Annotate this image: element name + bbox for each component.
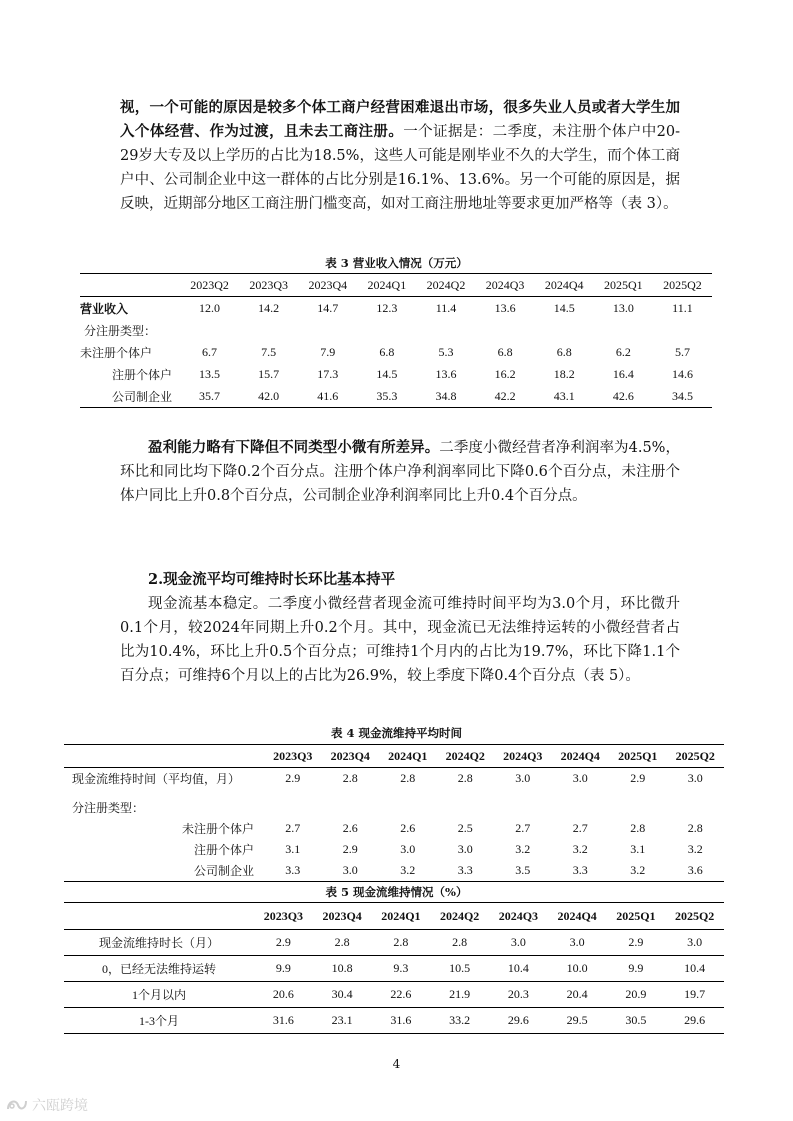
table5-cell: 9.9: [254, 956, 313, 982]
table5-cell: 9.3: [372, 956, 431, 982]
paragraph-reasons-text: 一个证据是：二季度，未注册个体户中20-29岁大专及以上学历的占比为18.5%，这些人可能是刚毕业不久的大学生，而个体工商户中、公司制企业中这一群体的占比分别是16.1%、13.6%。另一个可能的原因是，据反映，近期部分地区工商注册门槛变高，如对工商注册地址等要求更加严格等（表 3）。: [120, 124, 680, 212]
table5-col-header: 2025Q2: [665, 903, 724, 930]
table3-cell: 13.6: [435, 366, 457, 381]
table4-corner: [64, 745, 264, 768]
table5-cell: 22.6: [372, 982, 431, 1008]
table4-cell: 2.9: [630, 771, 646, 785]
table3-cell: 13.6: [494, 300, 516, 315]
table5-row-label: 0，已经无法维持运转: [64, 956, 254, 982]
table4-cell: 3.2: [400, 863, 416, 877]
table4-row-label: 注册个体户: [193, 843, 254, 857]
table4-cell: 3.0: [457, 842, 473, 856]
table3-cell: 34.8: [435, 388, 457, 403]
paragraph-reasons-bold: 视，一个可能的原因是较多个体工商户经营困难退出市场，很多失业人员或者大学生加入个体经营、作为过渡，且未去工商注册。: [120, 99, 680, 140]
table4-cell: 3.1: [630, 842, 646, 856]
table3-row-label: 分注册类型：: [84, 323, 157, 338]
paragraph-profit-text: 二季度小微经营者净利润率为4.5%，环比和同比均下降0.2个百分点。注册个体户净利润率同比下降0.6个百分点，未注册个体户同比上升0.8个百分点，公司制企业净利润率同比上升0.4个百分点。: [120, 440, 681, 504]
table4-cell: [322, 797, 380, 818]
paragraph-reasons: [120, 96, 680, 216]
table4-cell: 3.6: [687, 863, 703, 877]
table5-cell: 20.9: [607, 982, 666, 1008]
table4-cell: 2.7: [515, 821, 531, 835]
table4-caption: 表 4 现金流维持平均时间: [330, 726, 462, 740]
table3-row-label: 营业收入: [80, 301, 129, 316]
table5-col-header: 2023Q3: [254, 903, 313, 930]
table5-cell: 9.9: [607, 956, 666, 982]
table3-cell: 41.6: [317, 388, 339, 403]
table5-cell: 31.6: [254, 1008, 313, 1034]
table4-row-label: 公司制企业: [193, 864, 254, 878]
table5-cell: 30.4: [313, 982, 372, 1008]
table5-cell: 2.8: [430, 930, 489, 956]
paragraph-profit: [120, 436, 680, 508]
table5-col-header: 2025Q1: [607, 903, 666, 930]
table3-cell: 14.5: [376, 366, 398, 381]
table5-cell: 10.0: [548, 956, 607, 982]
table3-cell: 42.0: [258, 388, 280, 403]
table4-cell: [379, 797, 437, 818]
table5-cell: 10.4: [489, 956, 548, 982]
table3-cell: 14.7: [317, 300, 339, 315]
table3-cell: 13.5: [199, 366, 221, 381]
table4-row-label: 分注册类型：: [72, 801, 145, 815]
table5-col-header: 2024Q1: [372, 903, 431, 930]
table3-col-header: 2023Q3: [239, 274, 298, 297]
table4-cell: 2.9: [285, 771, 301, 785]
table4-cell: 2.8: [400, 771, 416, 785]
table3-row: [80, 319, 712, 341]
table4-cell: [552, 797, 610, 818]
table3-cell: [239, 319, 298, 341]
table3-col-header: 2023Q4: [298, 274, 357, 297]
table3-col-header: 2024Q4: [535, 274, 594, 297]
table5-cell: 29.5: [548, 1008, 607, 1034]
table3-cell: 6.7: [202, 344, 218, 359]
table4-cell: 2.8: [342, 771, 358, 785]
table4-cell: [494, 797, 552, 818]
table4-col-header: 2023Q3: [264, 745, 322, 768]
table5-corner: [64, 903, 254, 930]
table3-cell: 11.4: [435, 300, 457, 315]
table3-cell: [476, 319, 535, 341]
table4-cell: 3.0: [572, 771, 588, 785]
table3-cell: 5.7: [674, 344, 690, 359]
table5-cell: 2.9: [254, 930, 313, 956]
table4-cell: [437, 797, 495, 818]
table5-cell: 2.8: [372, 930, 431, 956]
table3-caption: 表 3 营业收入情况（万元）: [325, 256, 468, 270]
table4-cell: 3.5: [515, 863, 531, 877]
table3-row-label: 公司制企业: [111, 389, 172, 404]
table3-cell: 13.0: [612, 300, 634, 315]
table5-cell: 30.5: [607, 1008, 666, 1034]
table5-cell: 2.9: [607, 930, 666, 956]
table3-cell: 14.2: [258, 300, 280, 315]
table4-cell: 3.0: [515, 771, 531, 785]
watermark: [6, 1095, 88, 1115]
table3-col-header: 2024Q1: [357, 274, 416, 297]
table5-col-header: 2024Q2: [430, 903, 489, 930]
table3-col-header: 2025Q2: [653, 274, 712, 297]
paragraph-profit-bold: 盈利能力略有下降但不同类型小微有所差异。: [148, 439, 440, 456]
table4-cell: 2.7: [285, 821, 301, 835]
table3-cell: [298, 319, 357, 341]
table3-cell: 6.8: [497, 344, 513, 359]
table4-row: [64, 768, 724, 790]
table3-cell: [416, 319, 475, 341]
table4-cell: [667, 797, 725, 818]
table3-cell: 42.6: [612, 388, 634, 403]
table3-corner: [80, 274, 180, 297]
table4-row: [64, 860, 724, 882]
table4-cell: 3.3: [572, 863, 588, 877]
table3-cell: [535, 319, 594, 341]
table3-cell: 34.5: [671, 388, 693, 403]
table4-cell: 2.9: [342, 842, 358, 856]
table4-cell: 3.2: [687, 842, 703, 856]
table4-row: [64, 818, 724, 839]
table3-cell: 14.5: [553, 300, 575, 315]
table4-col-header: 2025Q1: [609, 745, 667, 768]
table3-cell: 17.3: [317, 366, 339, 381]
watermark-logo-icon: [6, 1097, 28, 1113]
table3-col-header: 2024Q3: [476, 274, 535, 297]
table4-col-header: 2025Q2: [667, 745, 725, 768]
table4-cell: 2.5: [457, 821, 473, 835]
table4-cell: 3.0: [687, 771, 703, 785]
table5-cell: 3.0: [489, 930, 548, 956]
table4-cell: 2.6: [342, 821, 358, 835]
table5-cell: 31.6: [372, 1008, 431, 1034]
table4-row-label: 现金流维持时间（平均值，月）: [72, 772, 241, 786]
table5-cell: 3.0: [548, 930, 607, 956]
table4-cell: 2.8: [630, 821, 646, 835]
table3-cell: 15.7: [258, 366, 280, 381]
table4-row: [64, 839, 724, 860]
table3-cell: 12.3: [376, 300, 398, 315]
table3-cell: 14.6: [671, 366, 693, 381]
watermark-text: 六瓯跨境: [32, 1098, 88, 1114]
table4-cell: 3.2: [515, 842, 531, 856]
table3-cell: 16.2: [494, 366, 516, 381]
table4-col-header: 2024Q4: [552, 745, 610, 768]
table3-row: [80, 341, 712, 363]
table4-row: [64, 797, 724, 818]
table4-cashflow-average: [64, 744, 724, 882]
table3-cell: 35.7: [199, 388, 221, 403]
table4-cell: 2.7: [572, 821, 588, 835]
table3-cell: [594, 319, 653, 341]
table3-row: [80, 297, 712, 320]
table4-cell: 3.3: [457, 863, 473, 877]
table3-cell: [180, 319, 239, 341]
table4-cell: 2.8: [687, 821, 703, 835]
table5-row-label: 现金流维持时长（月）: [64, 930, 254, 956]
table5-cell: 20.3: [489, 982, 548, 1008]
table3-cell: 11.1: [672, 300, 693, 315]
table4-col-header: 2024Q3: [494, 745, 552, 768]
table5-row-label: 1-3个月: [64, 1008, 254, 1034]
table5-row: [64, 956, 724, 982]
table3-revenue: [80, 273, 712, 408]
table3-cell: 43.1: [553, 388, 575, 403]
table5-col-header: 2024Q4: [548, 903, 607, 930]
table4-cell: 3.1: [285, 842, 301, 856]
table4-cell: 3.2: [630, 863, 646, 877]
table5-cell: 10.8: [313, 956, 372, 982]
table3-cell: 6.8: [379, 344, 395, 359]
page-number: 4: [392, 1057, 401, 1071]
table5-cell: 29.6: [489, 1008, 548, 1034]
section-heading: 2.现金流平均可维持时长环比基本持平: [148, 571, 396, 588]
table5-cell: 21.9: [430, 982, 489, 1008]
table4-cell: 3.0: [342, 863, 358, 877]
paragraph-cashflow: 现金流基本稳定。二季度小微经营者现金流可维持时间平均为3.0个月，环比微升0.1个月，较2024年同期上升0.2个月。其中，现金流已无法维持运转的小微经营者占比为10.4%，环比上升0.5个百分点；可维持1个月内的占比为19.7%，环比下降1.1个百分点；可维持6个月以上的占比为26.9%，较上季度下降0.4个百分点（表 5）。: [120, 596, 680, 684]
table3-cell: 18.2: [553, 366, 575, 381]
table5-cell: 10.5: [430, 956, 489, 982]
table5-caption: 表 5 现金流维持情况（%）: [325, 885, 468, 899]
table3-col-header: 2024Q2: [416, 274, 475, 297]
table5-cell: 20.4: [548, 982, 607, 1008]
table3-cell: 7.9: [320, 344, 336, 359]
table4-cell: 3.2: [572, 842, 588, 856]
table5-cell: 23.1: [313, 1008, 372, 1034]
table3-cell: 42.2: [494, 388, 516, 403]
table3-row-label: 注册个体户: [111, 367, 172, 382]
table3-cell: [653, 319, 712, 341]
table3-col-header: 2023Q2: [180, 274, 239, 297]
table4-cell: 2.8: [457, 771, 473, 785]
table3-cell: 6.2: [615, 344, 631, 359]
table3-cell: 6.8: [556, 344, 572, 359]
table3-cell: [357, 319, 416, 341]
table3-cell: 35.3: [376, 388, 398, 403]
table4-cell: [609, 797, 667, 818]
table5-cell: 2.8: [313, 930, 372, 956]
table5-cell: 20.6: [254, 982, 313, 1008]
table3-row: [80, 385, 712, 408]
table3-col-header: 2025Q1: [594, 274, 653, 297]
table5-col-header: 2023Q4: [313, 903, 372, 930]
table5-cell: 33.2: [430, 1008, 489, 1034]
table5-row: [64, 1008, 724, 1034]
table4-col-header: 2024Q2: [437, 745, 495, 768]
table4-col-header: 2024Q1: [379, 745, 437, 768]
table3-cell: 7.5: [261, 344, 277, 359]
table5-col-header: 2024Q3: [489, 903, 548, 930]
table5-row: [64, 982, 724, 1008]
table4-cell: 3.0: [400, 842, 416, 856]
table3-cell: 5.3: [438, 344, 454, 359]
table3-row: [80, 363, 712, 385]
table5-cell: 10.4: [665, 956, 724, 982]
table5-row: [64, 930, 724, 956]
table4-col-header: 2023Q4: [322, 745, 380, 768]
table4-cell: 3.3: [285, 863, 301, 877]
table5-cell: 19.7: [665, 982, 724, 1008]
table3-row-label: 未注册个体户: [80, 345, 153, 360]
table3-cell: 16.4: [612, 366, 634, 381]
table5-cell: 3.0: [665, 930, 724, 956]
table3-cell: 12.0: [199, 300, 221, 315]
table4-cell: [264, 797, 322, 818]
table5-row-label: 1个月以内: [64, 982, 254, 1008]
table5-cell: 29.6: [665, 1008, 724, 1034]
table4-row-label: 未注册个体户: [181, 822, 254, 836]
table4-cell: 2.6: [400, 821, 416, 835]
table5-cashflow-status: [64, 902, 724, 1034]
